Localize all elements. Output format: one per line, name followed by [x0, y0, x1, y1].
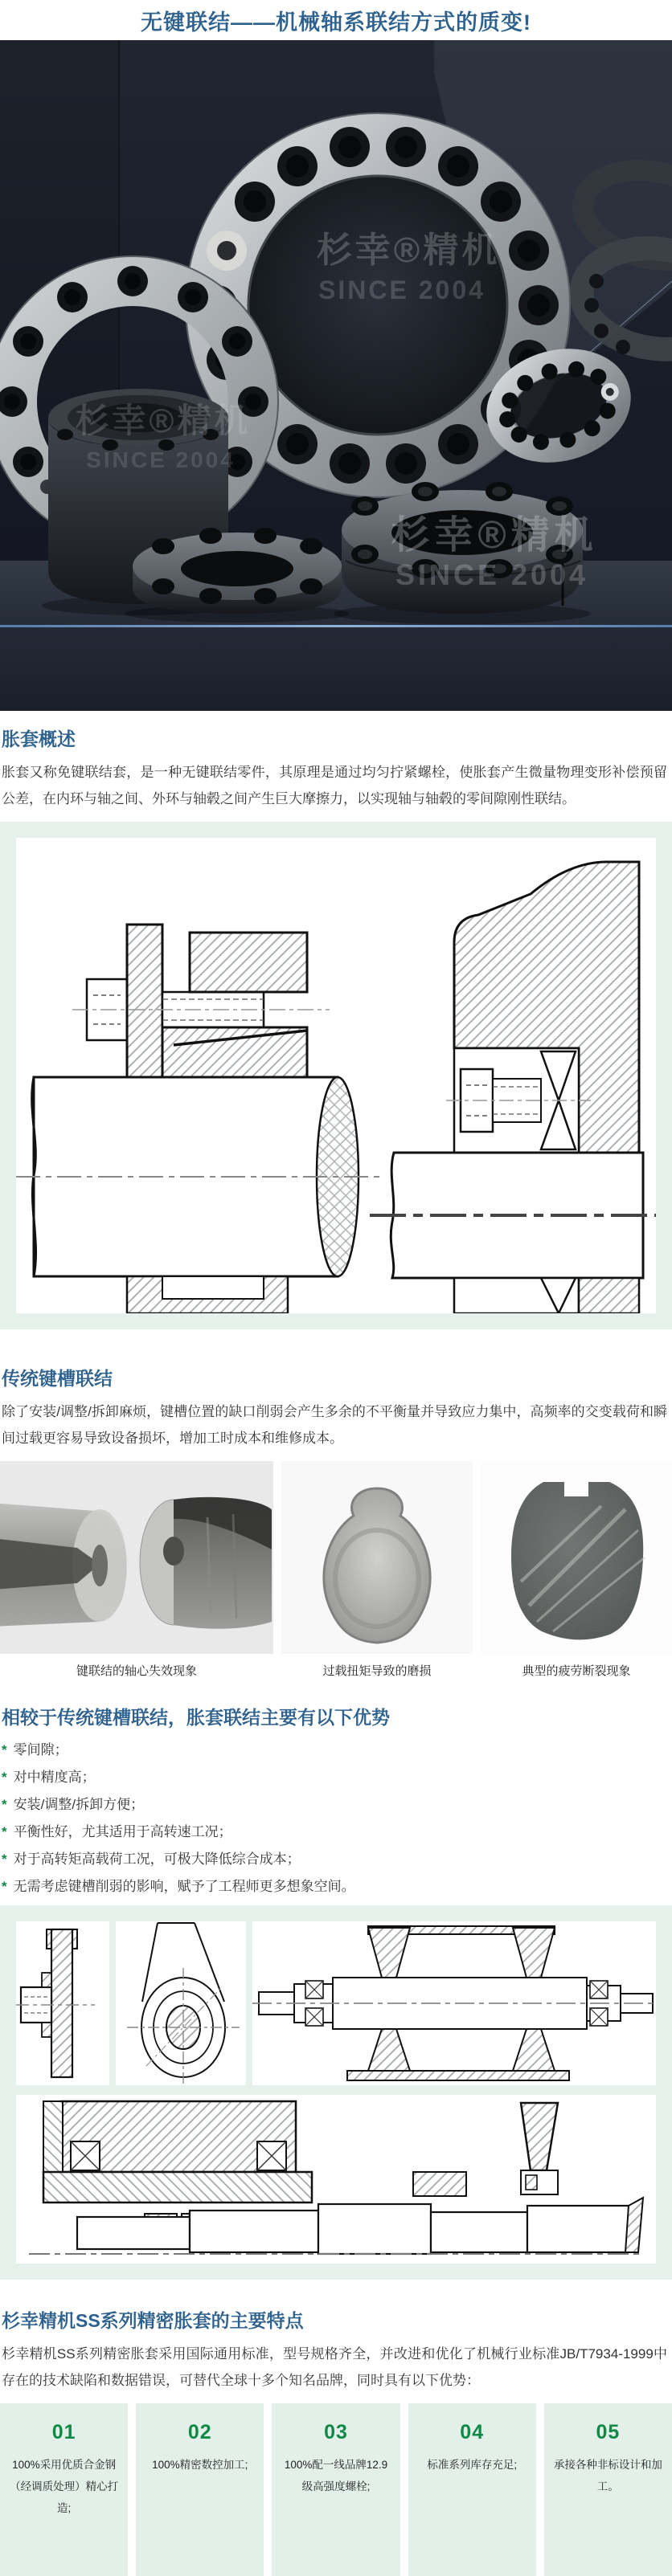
failure-photo-figure — [0, 1461, 273, 1680]
list-item — [2, 1796, 670, 1813]
feature-number: 05 — [596, 2421, 621, 2443]
watermark-since-left: SINCE 2004 — [86, 447, 236, 472]
page-title: 无键联结——机械轴系联结方式的质变! — [141, 10, 531, 35]
feature-number: 01 — [51, 2421, 76, 2443]
watermark-brand-bottom: 杉幸®精机 — [391, 514, 598, 557]
list-item — [2, 1769, 670, 1786]
advantage-text: 对中精度高； — [13, 1770, 96, 1785]
asterisk-bullet-icon: * — [2, 1770, 7, 1785]
failure-photo-figure — [281, 1461, 473, 1680]
traditional-heading: 传统键槽联结 — [2, 1368, 113, 1389]
drawing-box-locking-principle — [0, 822, 672, 1329]
asterisk-bullet-icon: * — [2, 1797, 7, 1812]
feature-number: 02 — [187, 2421, 212, 2443]
application-drawing-gear-assembly-panel — [16, 2095, 656, 2264]
hero-photo-illustration — [0, 40, 672, 711]
watermark-brand-top: 杉幸®精机 — [316, 231, 501, 270]
advantages-list — [0, 1741, 672, 1895]
application-drawing-lever-panel — [116, 1921, 246, 2085]
failure-caption-shaft: 键联结的轴心失效现象 — [76, 1664, 197, 1678]
feature-text: 100%精密数控加工; — [152, 2459, 248, 2471]
list-item — [2, 1878, 670, 1895]
list-item — [2, 1851, 670, 1868]
application-drawing-lever — [116, 1921, 246, 2085]
feature-box-4 — [408, 2403, 536, 2576]
failure-caption-fracture: 典型的疲劳断裂现象 — [522, 1664, 631, 1678]
application-drawing-gear-assembly — [16, 2095, 656, 2264]
asterisk-bullet-icon: * — [2, 1879, 7, 1894]
photo-shaft-failure — [0, 1461, 273, 1654]
advantage-text: 平衡性好，尤其适用于高转速工况； — [13, 1824, 232, 1839]
advantage-text: 对于高转矩高载荷工况，可极大降低综合成本； — [13, 1851, 301, 1867]
watermark-since-bottom: SINCE 2004 — [395, 558, 589, 591]
locking-assembly-small — [133, 528, 342, 614]
overview-body: 胀套又称免键联结套，是一种无键联结零件，其原理是通过均匀拧紧螺栓，使胀套产生微量物理变形补偿预留公差，在内环与轴之间、外环与轴毂之间产生巨大摩擦力，以实现轴与轴毂的零间隙刚性联结。 — [2, 765, 667, 806]
photo-torque-wear — [281, 1461, 473, 1654]
failure-caption-wear: 过载扭矩导致的磨损 — [322, 1664, 432, 1678]
feature-text: 标准系列库存充足; — [427, 2459, 518, 2471]
list-item — [2, 1741, 670, 1758]
advantages-heading: 相较于传统键槽联结，胀套联结主要有以下优势 — [2, 1707, 390, 1728]
feature-text: 承接各种非标设计和加工。 — [553, 2459, 662, 2492]
section-overview — [0, 725, 672, 812]
hero-photo — [0, 40, 672, 711]
section-advantages — [0, 1704, 672, 1895]
page-header — [0, 0, 672, 40]
application-drawing-shaft-assembly — [252, 1921, 656, 2085]
feature-text: 100%采用优质合金钢（经调质处理）精心打造; — [10, 2459, 119, 2514]
application-drawing-disc-panel — [16, 1921, 109, 2085]
list-item — [2, 1823, 670, 1840]
features-body: 杉幸精机SS系列精密胀套采用国际通用标准，型号规格齐全，并改进和优化了机械行业标准JB/T7934-1999中存在的技术缺陷和数据错误，可替代全球十多个知名品牌，同时具有以下优势： — [2, 2346, 667, 2388]
feature-boxes-row — [0, 2403, 672, 2576]
photo-fatigue-fracture — [481, 1461, 672, 1654]
feature-box-5 — [544, 2403, 672, 2576]
features-heading: 杉幸精机SS系列精密胀套的主要特点 — [2, 2310, 304, 2331]
asterisk-bullet-icon: * — [2, 1824, 7, 1839]
drawing-box-applications — [0, 1905, 672, 2280]
feature-box-1 — [0, 2403, 128, 2576]
failure-photos-row — [0, 1461, 672, 1680]
section-features — [0, 2307, 672, 2576]
feature-box-3 — [272, 2403, 400, 2576]
asterisk-bullet-icon: * — [2, 1851, 7, 1867]
feature-number: 04 — [460, 2421, 485, 2443]
watermark-brand-left: 杉幸®精机 — [75, 402, 252, 439]
advantage-text: 无需考虑键槽削弱的影响，赋予了工程师更多想象空间。 — [13, 1879, 355, 1894]
application-drawings-top-row — [16, 1921, 656, 2085]
application-drawing-shaft-assembly-panel — [252, 1921, 656, 2085]
shelf-edge-highlight — [0, 625, 672, 627]
watermark-since-top: SINCE 2004 — [318, 276, 486, 304]
floor — [0, 627, 672, 711]
section-traditional — [0, 1365, 672, 1680]
advantage-text: 安装/调整/拆卸方便； — [13, 1797, 145, 1812]
feature-text: 100%配一线品牌12.9级高强度螺栓; — [284, 2459, 388, 2492]
application-drawing-disc — [16, 1921, 109, 2085]
feature-number: 03 — [324, 2421, 348, 2443]
cross-section-drawing-panel — [16, 838, 656, 1313]
advantage-text: 零间隙； — [13, 1742, 68, 1757]
asterisk-bullet-icon: * — [2, 1742, 7, 1757]
traditional-body: 除了安装/调整/拆卸麻烦，键槽位置的缺口削弱会产生多余的不平衡量并导致应力集中，高频率的交变载荷和瞬间过载更容易导致设备损坏，增加工时成本和维修成本。 — [2, 1404, 667, 1446]
failure-photo-figure — [481, 1461, 672, 1680]
overview-heading: 胀套概述 — [2, 729, 76, 749]
cross-section-drawing — [16, 838, 656, 1313]
feature-box-2 — [136, 2403, 264, 2576]
